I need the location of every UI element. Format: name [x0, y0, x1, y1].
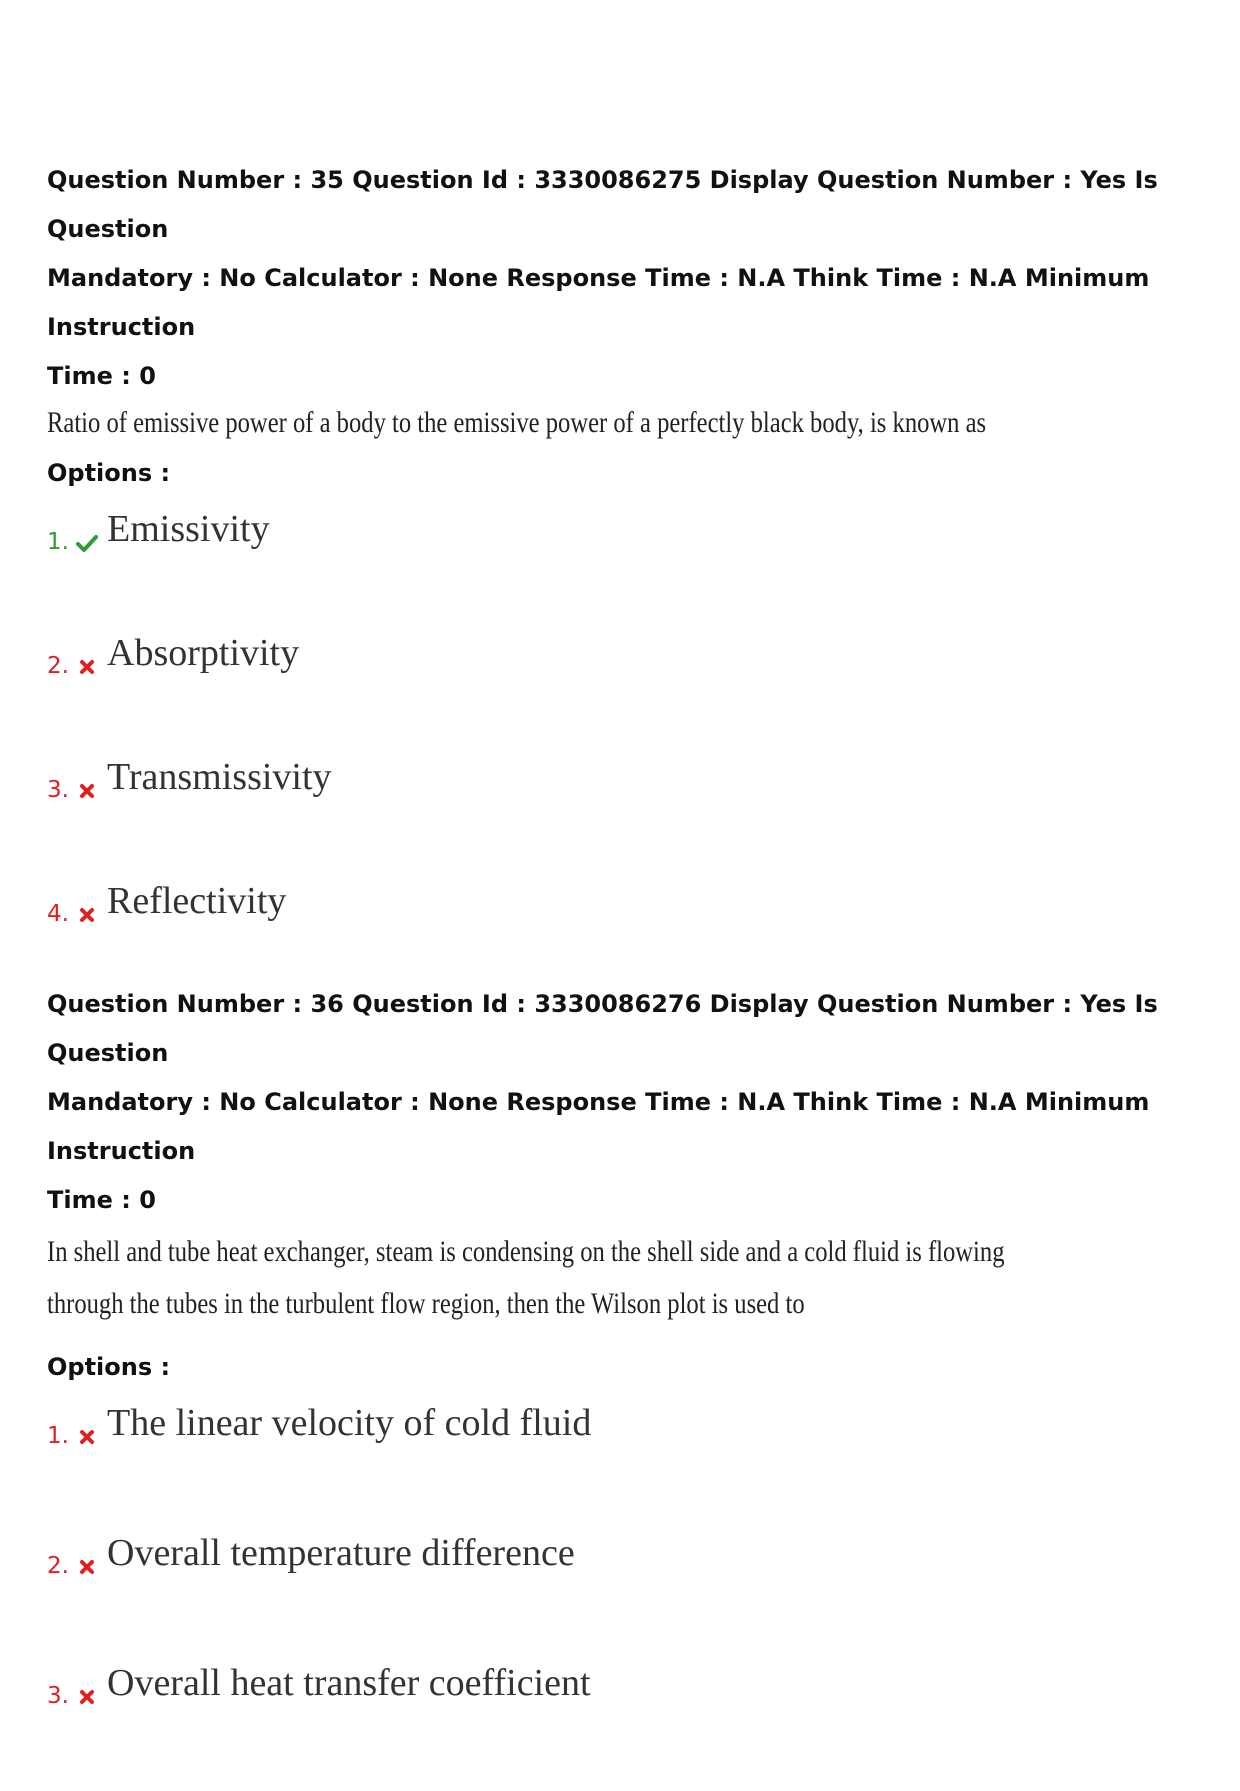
cross-icon [75, 1555, 99, 1579]
option-3 [47, 1661, 1207, 1791]
option-text: Transmissivity [107, 756, 332, 798]
cross-icon [75, 655, 99, 679]
option-number: 4. [47, 901, 69, 927]
cross-icon [75, 1685, 99, 1709]
question-meta-line: Mandatory : No Calculator : None Response Time : N.A Think Time : N.A Minimum Instruction [47, 264, 1150, 341]
cross-icon [75, 1425, 99, 1449]
question-meta-line: Question Number : 36 Question Id : 3330086276 Display Question Number : Yes Is Question [47, 990, 1158, 1067]
option-1 [47, 1401, 1207, 1531]
option-2 [47, 631, 1207, 755]
check-icon [75, 531, 99, 555]
option-text: Reflectivity [107, 880, 287, 922]
question-meta-line: Question Number : 35 Question Id : 3330086275 Display Question Number : Yes Is Question [47, 166, 1158, 243]
question-meta-line: Mandatory : No Calculator : None Response Time : N.A Think Time : N.A Minimum Instruction [47, 1088, 1150, 1165]
option-text: Overall heat transfer coefficient [107, 1662, 591, 1704]
question-meta-line: Time : 0 [47, 362, 156, 390]
cross-icon [75, 903, 99, 927]
option-number: 3. [47, 1683, 69, 1709]
question-35 [47, 156, 1207, 1003]
option-number: 2. [47, 1553, 69, 1579]
option-text: Absorptivity [107, 632, 300, 674]
option-number: 3. [47, 777, 69, 803]
option-3 [47, 755, 1207, 879]
option-number: 1. [47, 1423, 69, 1449]
option-number: 1. [47, 529, 69, 555]
question-text: In shell and tube heat exchanger, steam is condensing on the shell side and a cold fluid is flowing [47, 1235, 1005, 1268]
question-36 [47, 980, 1207, 1791]
option-number: 2. [47, 653, 69, 679]
option-text: Emissivity [107, 508, 270, 550]
question-meta-line: Time : 0 [47, 1186, 156, 1214]
option-1 [47, 507, 1207, 631]
option-text: Overall temperature difference [107, 1532, 575, 1574]
options-label: Options : [47, 459, 171, 487]
option-2 [47, 1531, 1207, 1661]
cross-icon [75, 779, 99, 803]
question-text: through the tubes in the turbulent flow region, then the Wilson plot is used to [47, 1287, 805, 1320]
option-text: The linear velocity of cold fluid [107, 1402, 592, 1444]
question-text: Ratio of emissive power of a body to the emissive power of a perfectly black body, is known as [47, 406, 987, 439]
options-label: Options : [47, 1353, 171, 1381]
